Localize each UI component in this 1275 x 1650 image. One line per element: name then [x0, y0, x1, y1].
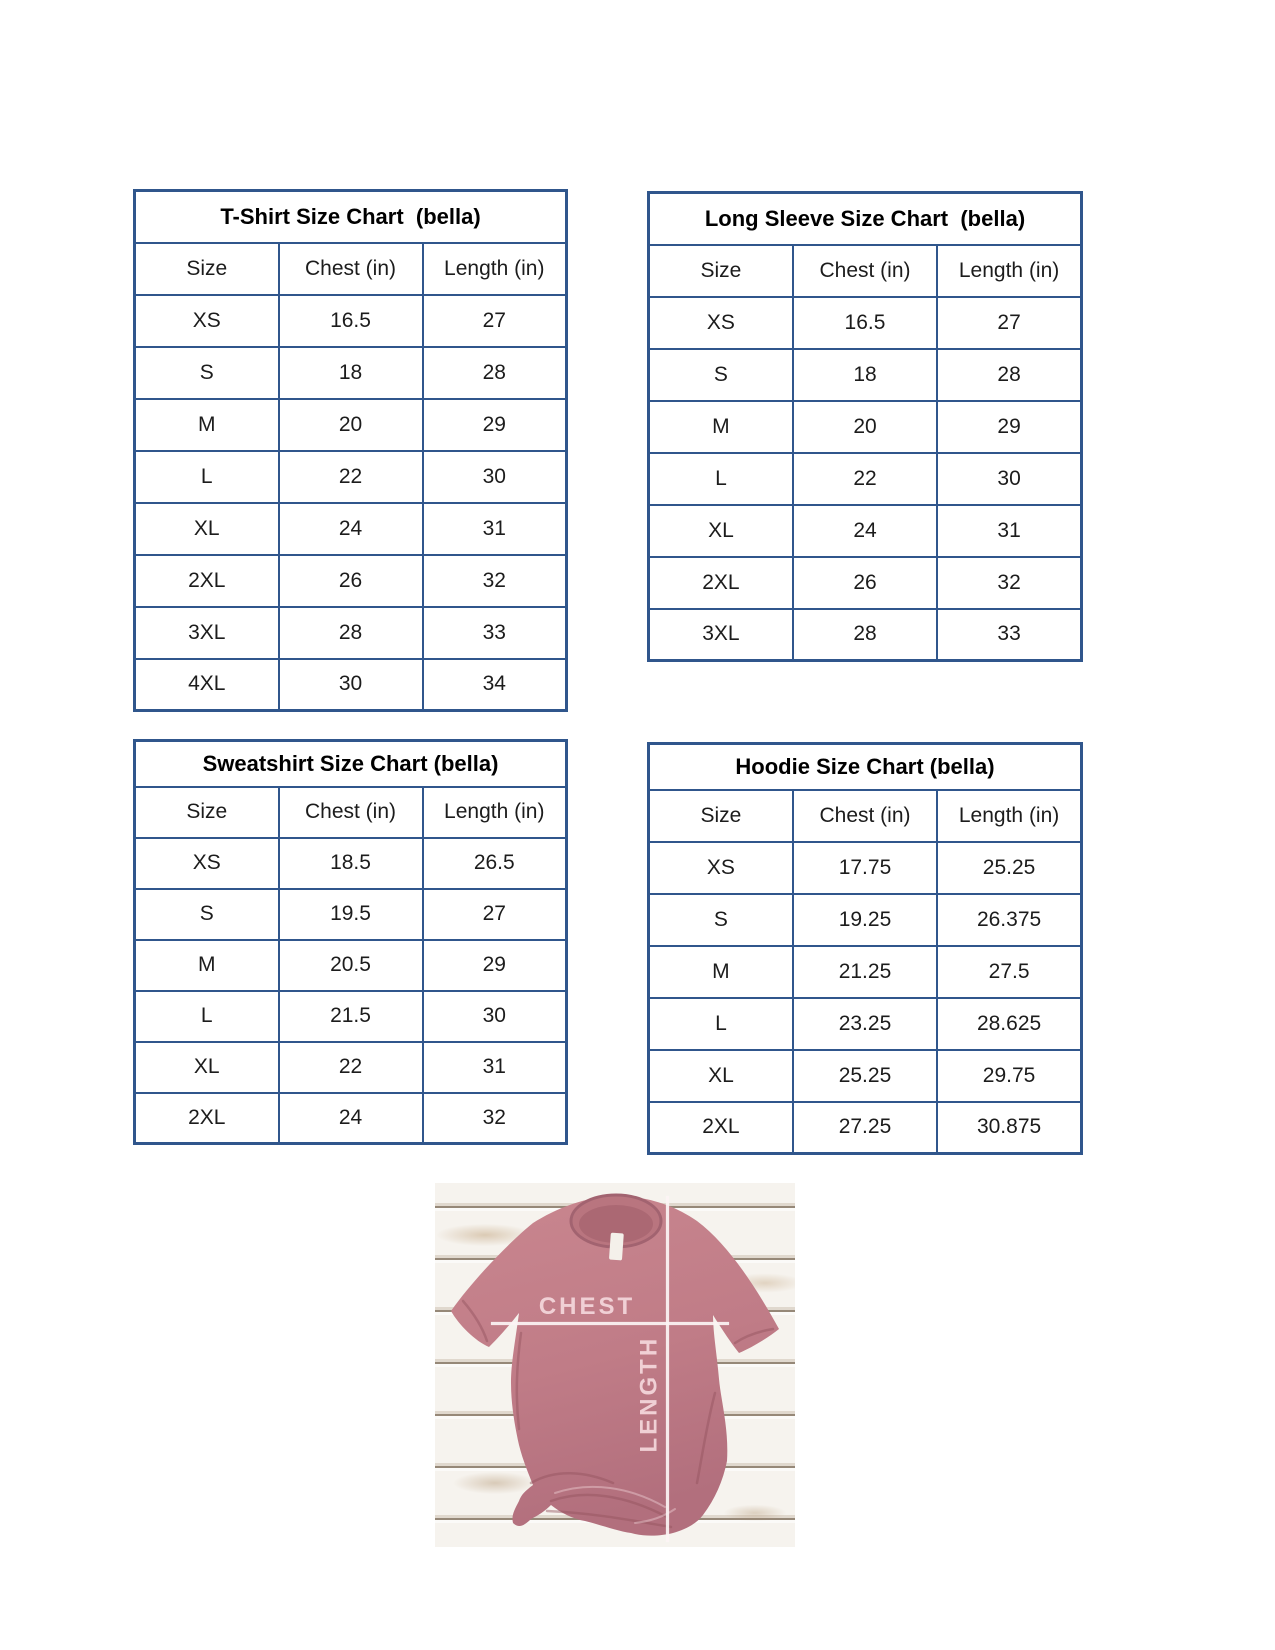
size-cell: XL: [649, 505, 793, 557]
table-header-row: [649, 790, 1082, 842]
length-cell: 32: [423, 555, 567, 607]
chest-cell: 20.5: [279, 940, 423, 991]
table-title: Hoodie Size Chart (bella): [649, 744, 1082, 790]
chest-cell: 19.5: [279, 889, 423, 940]
size-guide-photo: [435, 1183, 795, 1547]
size-row: [649, 297, 1082, 349]
length-cell: 31: [423, 1042, 567, 1093]
chest-cell: 18: [793, 349, 937, 401]
size-cell: 3XL: [649, 609, 793, 661]
size-cell: XS: [135, 838, 279, 889]
size-cell: M: [135, 940, 279, 991]
chest-cell: 26: [279, 555, 423, 607]
size-cell: L: [135, 451, 279, 503]
size-row: [135, 659, 567, 711]
chest-label: CHEST: [538, 1293, 636, 1320]
length-cell: 33: [423, 607, 567, 659]
size-row: [649, 1102, 1082, 1154]
chest-cell: 23.25: [793, 998, 937, 1050]
column-header: Size: [649, 790, 793, 842]
size-row: [649, 557, 1082, 609]
chest-cell: 25.25: [793, 1050, 937, 1102]
chest-cell: 22: [279, 451, 423, 503]
hoodie-size-table: [647, 742, 1083, 1155]
size-cell: L: [135, 991, 279, 1042]
length-cell: 29: [423, 399, 567, 451]
chest-cell: 20: [793, 401, 937, 453]
chest-cell: 18: [279, 347, 423, 399]
column-header: Size: [649, 245, 793, 297]
column-header: Chest (in): [279, 787, 423, 838]
chest-cell: 22: [279, 1042, 423, 1093]
chest-cell: 22: [793, 453, 937, 505]
size-row: [135, 347, 567, 399]
column-header: Chest (in): [793, 790, 937, 842]
chest-cell: 17.75: [793, 842, 937, 894]
length-cell: 27: [423, 295, 567, 347]
chest-cell: 27.25: [793, 1102, 937, 1154]
size-row: [135, 295, 567, 347]
size-row: [649, 842, 1082, 894]
table-header-row: [649, 245, 1082, 297]
length-cell: 28: [937, 349, 1081, 401]
size-row: [649, 1050, 1082, 1102]
size-row: [135, 1042, 567, 1093]
chest-cell: 21.5: [279, 991, 423, 1042]
column-header: Length (in): [423, 243, 567, 295]
size-cell: XL: [135, 503, 279, 555]
column-header: Chest (in): [279, 243, 423, 295]
size-cell: M: [649, 946, 793, 998]
column-header: Size: [135, 787, 279, 838]
length-cell: 29: [423, 940, 567, 991]
size-row: [649, 609, 1082, 661]
length-cell: 27: [423, 889, 567, 940]
table-title-row: [649, 193, 1082, 245]
chest-cell: 24: [279, 503, 423, 555]
size-row: [135, 555, 567, 607]
length-cell: 25.25: [937, 842, 1081, 894]
size-cell: XS: [135, 295, 279, 347]
chest-cell: 28: [279, 607, 423, 659]
size-cell: 2XL: [135, 1093, 279, 1144]
size-cell: XL: [649, 1050, 793, 1102]
chest-cell: 24: [279, 1093, 423, 1144]
length-cell: 30: [423, 991, 567, 1042]
size-row: [135, 1093, 567, 1144]
chest-cell: 19.25: [793, 894, 937, 946]
size-cell: 2XL: [135, 555, 279, 607]
size-row: [649, 453, 1082, 505]
chest-cell: 18.5: [279, 838, 423, 889]
length-cell: 31: [937, 505, 1081, 557]
length-cell: 29.75: [937, 1050, 1081, 1102]
length-label: LENGTH: [635, 1335, 663, 1453]
length-cell: 34: [423, 659, 567, 711]
size-row: [649, 349, 1082, 401]
size-cell: L: [649, 998, 793, 1050]
length-measure-line: [666, 1196, 669, 1542]
length-cell: 30: [423, 451, 567, 503]
table-title-row: [135, 741, 567, 787]
size-row: [135, 451, 567, 503]
length-cell: 32: [423, 1093, 567, 1144]
length-cell: 32: [937, 557, 1081, 609]
size-cell: L: [649, 453, 793, 505]
chest-measure-line: [491, 1322, 729, 1325]
table-title-row: [135, 191, 567, 243]
size-cell: 2XL: [649, 1102, 793, 1154]
size-cell: S: [135, 347, 279, 399]
chest-cell: 30: [279, 659, 423, 711]
length-cell: 26.375: [937, 894, 1081, 946]
length-cell: 28.625: [937, 998, 1081, 1050]
size-cell: 4XL: [135, 659, 279, 711]
size-row: [649, 998, 1082, 1050]
neck-label-tag: [609, 1233, 624, 1261]
table-header-row: [135, 243, 567, 295]
table-title: Long Sleeve Size Chart (bella): [649, 193, 1082, 245]
length-cell: 29: [937, 401, 1081, 453]
size-cell: XS: [649, 842, 793, 894]
column-header: Length (in): [937, 790, 1081, 842]
size-cell: M: [649, 401, 793, 453]
table-title-row: [649, 744, 1082, 790]
size-cell: S: [649, 894, 793, 946]
size-cell: 2XL: [649, 557, 793, 609]
size-row: [135, 503, 567, 555]
size-row: [135, 889, 567, 940]
size-row: [649, 946, 1082, 998]
column-header: Chest (in): [793, 245, 937, 297]
size-cell: XS: [649, 297, 793, 349]
size-row: [135, 940, 567, 991]
chest-cell: 16.5: [279, 295, 423, 347]
size-cell: S: [135, 889, 279, 940]
length-cell: 30.875: [937, 1102, 1081, 1154]
sweatshirt-size-table: [133, 739, 568, 1145]
column-header: Length (in): [423, 787, 567, 838]
size-row: [135, 607, 567, 659]
size-row: [649, 505, 1082, 557]
size-cell: M: [135, 399, 279, 451]
chest-cell: 20: [279, 399, 423, 451]
chest-cell: 16.5: [793, 297, 937, 349]
length-cell: 33: [937, 609, 1081, 661]
table-title: T-Shirt Size Chart (bella): [135, 191, 567, 243]
size-row: [649, 894, 1082, 946]
chest-cell: 21.25: [793, 946, 937, 998]
tshirt-size-table: [133, 189, 568, 712]
table-header-row: [135, 787, 567, 838]
size-cell: S: [649, 349, 793, 401]
size-row: [135, 991, 567, 1042]
length-cell: 28: [423, 347, 567, 399]
tshirt-illustration: [435, 1183, 795, 1547]
column-header: Size: [135, 243, 279, 295]
length-cell: 27.5: [937, 946, 1081, 998]
size-cell: 3XL: [135, 607, 279, 659]
column-header: Length (in): [937, 245, 1081, 297]
size-row: [135, 838, 567, 889]
chest-cell: 26: [793, 557, 937, 609]
size-row: [135, 399, 567, 451]
length-cell: 27: [937, 297, 1081, 349]
table-title: Sweatshirt Size Chart (bella): [135, 741, 567, 787]
longsleeve-size-table: [647, 191, 1083, 662]
length-cell: 31: [423, 503, 567, 555]
chest-cell: 28: [793, 609, 937, 661]
size-cell: XL: [135, 1042, 279, 1093]
chest-cell: 24: [793, 505, 937, 557]
size-row: [649, 401, 1082, 453]
length-cell: 26.5: [423, 838, 567, 889]
length-cell: 30: [937, 453, 1081, 505]
